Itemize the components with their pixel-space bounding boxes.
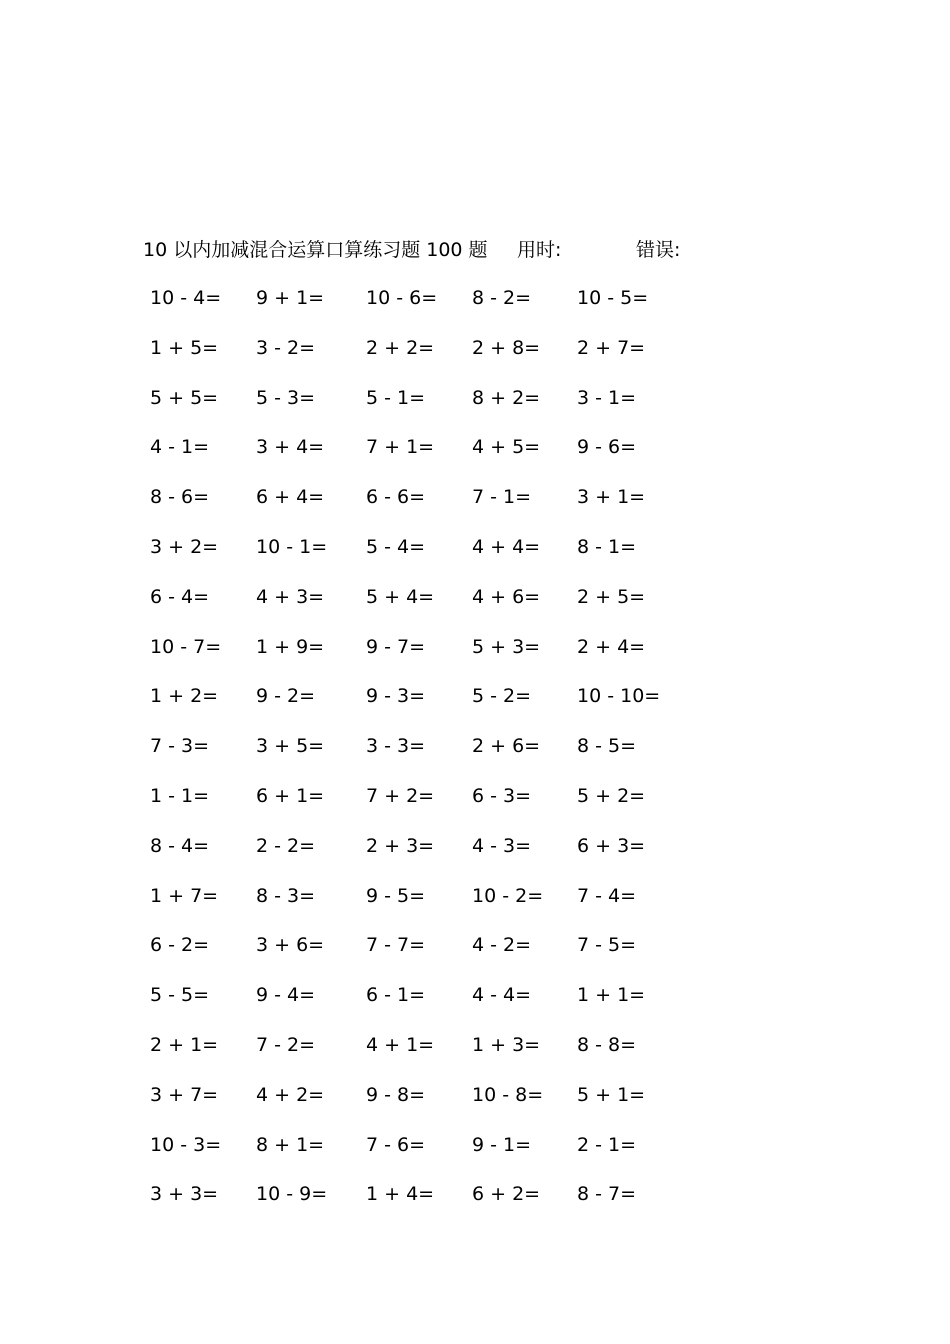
arithmetic-problem: 2 + 4= [577, 635, 646, 658]
arithmetic-problem: 4 - 3= [472, 834, 532, 857]
arithmetic-problem: 10 - 10= [577, 685, 661, 708]
arithmetic-problem: 8 - 8= [577, 1033, 637, 1056]
arithmetic-problem: 2 + 3= [366, 834, 435, 857]
arithmetic-problem: 10 - 9= [256, 1183, 328, 1206]
arithmetic-problem: 6 + 3= [577, 834, 646, 857]
arithmetic-problem: 10 - 3= [150, 1133, 222, 1156]
arithmetic-problem: 8 - 7= [577, 1183, 637, 1206]
arithmetic-problem: 1 + 7= [150, 884, 219, 907]
arithmetic-problem: 3 - 3= [366, 735, 426, 758]
problem-row [0, 1079, 950, 1129]
arithmetic-problem: 9 - 3= [366, 685, 426, 708]
problem-grid [0, 282, 950, 1228]
problem-row [0, 382, 950, 432]
problem-row [0, 880, 950, 930]
arithmetic-problem: 5 - 1= [366, 386, 426, 409]
arithmetic-problem: 6 - 2= [150, 934, 210, 957]
arithmetic-problem: 6 + 2= [472, 1183, 541, 1206]
arithmetic-problem: 1 - 1= [150, 784, 210, 807]
arithmetic-problem: 2 + 1= [150, 1033, 219, 1056]
arithmetic-problem: 8 - 2= [472, 287, 532, 309]
arithmetic-problem: 4 + 1= [366, 1033, 435, 1056]
arithmetic-problem: 9 - 5= [366, 884, 426, 907]
arithmetic-problem: 1 + 9= [256, 635, 325, 658]
arithmetic-problem: 10 - 8= [472, 1083, 544, 1106]
problem-row [0, 431, 950, 481]
errors-label: 错误: [636, 239, 681, 261]
arithmetic-problem: 4 + 5= [472, 436, 541, 459]
arithmetic-problem: 7 - 2= [256, 1033, 316, 1056]
arithmetic-problem: 9 - 8= [366, 1083, 426, 1106]
arithmetic-problem: 2 + 2= [366, 336, 435, 359]
problem-row [0, 929, 950, 979]
arithmetic-problem: 5 + 1= [577, 1083, 646, 1106]
arithmetic-problem: 6 - 6= [366, 486, 426, 509]
arithmetic-problem: 4 + 3= [256, 585, 325, 608]
arithmetic-problem: 5 + 4= [366, 585, 435, 608]
arithmetic-problem: 9 - 6= [577, 436, 637, 459]
problem-row [0, 531, 950, 581]
time-used-label: 用时: [517, 239, 562, 261]
arithmetic-problem: 6 + 1= [256, 784, 325, 807]
worksheet-header [143, 234, 763, 266]
arithmetic-problem: 10 - 1= [256, 535, 328, 558]
arithmetic-problem: 8 - 6= [150, 486, 210, 509]
arithmetic-problem: 5 - 4= [366, 535, 426, 558]
arithmetic-problem: 2 + 5= [577, 585, 646, 608]
arithmetic-problem: 9 - 1= [472, 1133, 532, 1156]
arithmetic-problem: 3 - 2= [256, 336, 316, 359]
arithmetic-problem: 10 - 4= [150, 287, 222, 309]
problem-row [0, 631, 950, 681]
arithmetic-problem: 10 - 5= [577, 287, 649, 309]
arithmetic-problem: 8 - 3= [256, 884, 316, 907]
arithmetic-problem: 6 - 1= [366, 984, 426, 1007]
problem-row [0, 1029, 950, 1079]
arithmetic-problem: 5 + 3= [472, 635, 541, 658]
arithmetic-problem: 3 + 4= [256, 436, 325, 459]
arithmetic-problem: 8 - 1= [577, 535, 637, 558]
problem-row [0, 282, 950, 332]
arithmetic-problem: 4 + 4= [472, 535, 541, 558]
arithmetic-problem: 7 - 4= [577, 884, 637, 907]
arithmetic-problem: 7 + 1= [366, 436, 435, 459]
arithmetic-problem: 2 + 7= [577, 336, 646, 359]
arithmetic-problem: 1 + 1= [577, 984, 646, 1007]
arithmetic-problem: 6 - 4= [150, 585, 210, 608]
problem-row [0, 730, 950, 780]
problem-row [0, 680, 950, 730]
arithmetic-problem: 7 - 1= [472, 486, 532, 509]
arithmetic-problem: 4 - 4= [472, 984, 532, 1007]
problem-row [0, 830, 950, 880]
arithmetic-problem: 10 - 2= [472, 884, 544, 907]
arithmetic-problem: 5 + 2= [577, 784, 646, 807]
arithmetic-problem: 3 + 7= [150, 1083, 219, 1106]
worksheet-title: 10 以内加减混合运算口算练习题 100 题 [143, 239, 488, 261]
arithmetic-problem: 5 + 5= [150, 386, 219, 409]
arithmetic-problem: 4 + 2= [256, 1083, 325, 1106]
arithmetic-problem: 1 + 4= [366, 1183, 435, 1206]
arithmetic-problem: 2 - 1= [577, 1133, 637, 1156]
arithmetic-problem: 9 - 7= [366, 635, 426, 658]
arithmetic-problem: 7 - 3= [150, 735, 210, 758]
arithmetic-problem: 5 - 3= [256, 386, 316, 409]
problem-row [0, 481, 950, 531]
arithmetic-problem: 1 + 2= [150, 685, 219, 708]
arithmetic-problem: 8 - 4= [150, 834, 210, 857]
arithmetic-problem: 3 + 1= [577, 486, 646, 509]
arithmetic-problem: 2 + 8= [472, 336, 541, 359]
arithmetic-problem: 7 - 6= [366, 1133, 426, 1156]
arithmetic-problem: 8 + 1= [256, 1133, 325, 1156]
arithmetic-problem: 6 + 4= [256, 486, 325, 509]
arithmetic-problem: 8 + 2= [472, 386, 541, 409]
arithmetic-problem: 3 - 1= [577, 386, 637, 409]
arithmetic-problem: 4 + 6= [472, 585, 541, 608]
arithmetic-problem: 4 - 2= [472, 934, 532, 957]
arithmetic-problem: 10 - 6= [366, 287, 438, 309]
arithmetic-problem: 3 + 3= [150, 1183, 219, 1206]
arithmetic-problem: 6 - 3= [472, 784, 532, 807]
arithmetic-problem: 3 + 2= [150, 535, 219, 558]
problem-row [0, 581, 950, 631]
problem-row [0, 979, 950, 1029]
arithmetic-problem: 7 - 7= [366, 934, 426, 957]
arithmetic-problem: 7 - 5= [577, 934, 637, 957]
arithmetic-problem: 10 - 7= [150, 635, 222, 658]
arithmetic-problem: 3 + 5= [256, 735, 325, 758]
arithmetic-problem: 4 - 1= [150, 436, 210, 459]
arithmetic-problem: 5 - 5= [150, 984, 210, 1007]
arithmetic-problem: 9 + 1= [256, 287, 325, 309]
arithmetic-problem: 2 - 2= [256, 834, 316, 857]
arithmetic-problem: 9 - 4= [256, 984, 316, 1007]
arithmetic-problem: 1 + 3= [472, 1033, 541, 1056]
arithmetic-problem: 1 + 5= [150, 336, 219, 359]
problem-row [0, 332, 950, 382]
problem-row [0, 1178, 950, 1228]
arithmetic-problem: 7 + 2= [366, 784, 435, 807]
arithmetic-problem: 3 + 6= [256, 934, 325, 957]
arithmetic-problem: 5 - 2= [472, 685, 532, 708]
arithmetic-problem: 9 - 2= [256, 685, 316, 708]
arithmetic-problem: 2 + 6= [472, 735, 541, 758]
arithmetic-problem: 8 - 5= [577, 735, 637, 758]
problem-row [0, 1129, 950, 1179]
problem-row [0, 780, 950, 830]
